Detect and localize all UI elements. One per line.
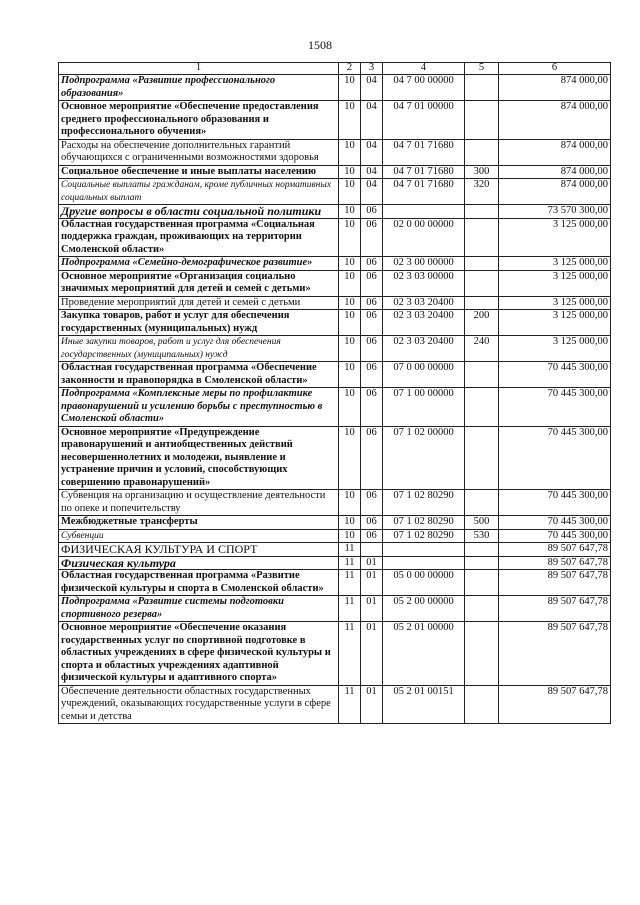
row-subsection-cell: 06 xyxy=(361,529,383,543)
row-target-article-cell: 04 7 01 71680 xyxy=(383,165,465,179)
row-target-article-cell: 02 3 03 20400 xyxy=(383,336,465,362)
row-expense-type-cell: 300 xyxy=(465,165,499,179)
table-row xyxy=(59,270,611,296)
row-section-cell: 10 xyxy=(339,516,361,530)
row-amount-cell: 3 125 000,00 xyxy=(499,270,611,296)
row-name-cell: Подпрограмма «Развитие системы подготовки спортивного резерва» xyxy=(59,596,339,622)
table-row xyxy=(59,490,611,516)
row-target-article-cell: 05 0 00 00000 xyxy=(383,570,465,596)
table-row xyxy=(59,257,611,271)
row-amount-cell: 70 445 300,00 xyxy=(499,362,611,388)
row-amount-cell: 3 125 000,00 xyxy=(499,296,611,310)
budget-table xyxy=(58,62,611,724)
row-amount-cell: 3 125 000,00 xyxy=(499,310,611,336)
row-name-cell: Расходы на обеспечение дополнительных гарантий обучающихся с ограниченными возможностями здоровья xyxy=(59,139,339,165)
row-amount-cell: 70 445 300,00 xyxy=(499,426,611,490)
page-number: 1508 xyxy=(308,38,332,52)
row-name-cell: Обеспечение деятельности областных государственных учреждений, оказывающих государственные услуги в сфере семьи и детства xyxy=(59,685,339,724)
row-amount-cell: 3 125 000,00 xyxy=(499,336,611,362)
table-row xyxy=(59,543,611,557)
row-expense-type-cell xyxy=(465,205,499,219)
row-name-cell: Иные закупки товаров, работ и услуг для обеспечения государственных (муниципальных) нужд xyxy=(59,336,339,362)
row-expense-type-cell xyxy=(465,622,499,686)
row-subsection-cell: 01 xyxy=(361,685,383,724)
row-expense-type-cell xyxy=(465,543,499,557)
row-expense-type-cell: 240 xyxy=(465,336,499,362)
row-amount-cell: 3 125 000,00 xyxy=(499,257,611,271)
row-section-cell: 11 xyxy=(339,543,361,557)
row-name-cell: Социальное обеспечение и иные выплаты населению xyxy=(59,165,339,179)
row-subsection-cell: 06 xyxy=(361,218,383,257)
row-section-cell: 10 xyxy=(339,101,361,140)
row-target-article-cell: 05 2 00 00000 xyxy=(383,596,465,622)
table-row xyxy=(59,570,611,596)
row-target-article-cell xyxy=(383,205,465,219)
row-subsection-cell: 06 xyxy=(361,388,383,427)
table-row xyxy=(59,75,611,101)
row-section-cell: 10 xyxy=(339,218,361,257)
row-subsection-cell: 01 xyxy=(361,596,383,622)
row-subsection-cell: 06 xyxy=(361,205,383,219)
row-target-article-cell: 04 7 01 71680 xyxy=(383,179,465,205)
row-section-cell: 11 xyxy=(339,685,361,724)
table-row xyxy=(59,556,611,570)
row-subsection-cell: 04 xyxy=(361,75,383,101)
row-amount-cell: 874 000,00 xyxy=(499,101,611,140)
row-name-cell: Субвенции xyxy=(59,529,339,543)
row-expense-type-cell xyxy=(465,426,499,490)
row-name-cell: Основное мероприятие «Обеспечение предоставления среднего профессионального образования и профессионального обучения» xyxy=(59,101,339,140)
header-cell-3: 3 xyxy=(361,63,383,75)
row-expense-type-cell xyxy=(465,257,499,271)
row-section-cell: 11 xyxy=(339,570,361,596)
header-cell-1: 1 xyxy=(59,63,339,75)
row-section-cell: 10 xyxy=(339,529,361,543)
row-section-cell: 11 xyxy=(339,596,361,622)
row-subsection-cell: 04 xyxy=(361,179,383,205)
row-name-cell: Подпрограмма «Семейно-демографическое развитие» xyxy=(59,257,339,271)
row-subsection-cell: 06 xyxy=(361,490,383,516)
row-subsection-cell: 06 xyxy=(361,336,383,362)
row-amount-cell: 874 000,00 xyxy=(499,139,611,165)
row-subsection-cell: 01 xyxy=(361,556,383,570)
row-target-article-cell: 05 2 01 00000 xyxy=(383,622,465,686)
row-name-cell: Закупка товаров, работ и услуг для обеспечения государственных (муниципальных) нужд xyxy=(59,310,339,336)
row-expense-type-cell: 500 xyxy=(465,516,499,530)
header-cell-4: 4 xyxy=(383,63,465,75)
table-row xyxy=(59,685,611,724)
table-row xyxy=(59,426,611,490)
row-section-cell: 10 xyxy=(339,179,361,205)
row-name-cell: Социальные выплаты гражданам, кроме публичных нормативных социальных выплат xyxy=(59,179,339,205)
row-name-cell: Субвенция на организацию и осуществление деятельности по опеке и попечительству xyxy=(59,490,339,516)
row-amount-cell: 89 507 647,78 xyxy=(499,556,611,570)
row-section-cell: 10 xyxy=(339,388,361,427)
row-section-cell: 10 xyxy=(339,336,361,362)
row-amount-cell: 70 445 300,00 xyxy=(499,516,611,530)
row-amount-cell: 70 445 300,00 xyxy=(499,529,611,543)
row-subsection-cell: 04 xyxy=(361,139,383,165)
row-expense-type-cell xyxy=(465,570,499,596)
row-expense-type-cell xyxy=(465,490,499,516)
row-expense-type-cell xyxy=(465,139,499,165)
row-section-cell: 10 xyxy=(339,165,361,179)
row-amount-cell: 89 507 647,78 xyxy=(499,596,611,622)
row-name-cell: Основное мероприятие «Организация социально значимых мероприятий для детей и семей с детьми» xyxy=(59,270,339,296)
row-target-article-cell: 02 0 00 00000 xyxy=(383,218,465,257)
table-row xyxy=(59,218,611,257)
row-subsection-cell: 06 xyxy=(361,426,383,490)
row-name-cell: Физическая культура xyxy=(59,556,339,570)
header-row xyxy=(59,63,611,75)
row-expense-type-cell xyxy=(465,270,499,296)
row-amount-cell: 73 570 300,00 xyxy=(499,205,611,219)
row-subsection-cell: 06 xyxy=(361,516,383,530)
row-section-cell: 11 xyxy=(339,622,361,686)
row-subsection-cell: 06 xyxy=(361,362,383,388)
row-expense-type-cell xyxy=(465,296,499,310)
row-amount-cell: 874 000,00 xyxy=(499,165,611,179)
row-name-cell: Другие вопросы в области социальной политики xyxy=(59,205,339,219)
row-subsection-cell: 01 xyxy=(361,622,383,686)
row-target-article-cell: 04 7 00 00000 xyxy=(383,75,465,101)
row-expense-type-cell: 200 xyxy=(465,310,499,336)
header-cell-5: 5 xyxy=(465,63,499,75)
row-amount-cell: 89 507 647,78 xyxy=(499,570,611,596)
row-section-cell: 10 xyxy=(339,257,361,271)
table-row xyxy=(59,596,611,622)
row-section-cell: 10 xyxy=(339,296,361,310)
row-expense-type-cell: 320 xyxy=(465,179,499,205)
row-subsection-cell: 04 xyxy=(361,165,383,179)
row-amount-cell: 3 125 000,00 xyxy=(499,218,611,257)
row-amount-cell: 89 507 647,78 xyxy=(499,685,611,724)
row-expense-type-cell xyxy=(465,362,499,388)
row-amount-cell: 70 445 300,00 xyxy=(499,388,611,427)
row-section-cell: 10 xyxy=(339,75,361,101)
table-row xyxy=(59,516,611,530)
row-subsection-cell: 04 xyxy=(361,101,383,140)
row-target-article-cell: 07 1 02 80290 xyxy=(383,490,465,516)
row-subsection-cell: 06 xyxy=(361,257,383,271)
table-row xyxy=(59,101,611,140)
table-row xyxy=(59,310,611,336)
row-section-cell: 10 xyxy=(339,205,361,219)
table-row xyxy=(59,388,611,427)
row-section-cell: 10 xyxy=(339,362,361,388)
row-target-article-cell: 07 1 00 00000 xyxy=(383,388,465,427)
row-target-article-cell: 02 3 03 20400 xyxy=(383,310,465,336)
row-target-article-cell: 02 3 00 00000 xyxy=(383,257,465,271)
row-subsection-cell: 06 xyxy=(361,310,383,336)
row-section-cell: 10 xyxy=(339,139,361,165)
table-row xyxy=(59,139,611,165)
row-target-article-cell: 02 3 03 00000 xyxy=(383,270,465,296)
row-name-cell: Подпрограмма «Комплексные меры по профилактике правонарушений и усилению борьбы с преступностью в Смоленской области» xyxy=(59,388,339,427)
row-name-cell: Областная государственная программа «Обеспечение законности и правопорядка в Смоленской области» xyxy=(59,362,339,388)
row-expense-type-cell xyxy=(465,218,499,257)
table-row xyxy=(59,362,611,388)
row-target-article-cell: 07 1 02 00000 xyxy=(383,426,465,490)
row-target-article-cell: 07 1 02 80290 xyxy=(383,516,465,530)
row-name-cell: Областная государственная программа «Развитие физической культуры и спорта в Смоленской области» xyxy=(59,570,339,596)
row-amount-cell: 70 445 300,00 xyxy=(499,490,611,516)
row-name-cell: Основное мероприятие «Обеспечение оказания государственных услуг по спортивной подготовке в областных учреждениях в сфере физической культуры и спорта и областных учреждениях адаптивной физической культуры и адаптивного спорта» xyxy=(59,622,339,686)
row-section-cell: 10 xyxy=(339,490,361,516)
row-name-cell: Областная государственная программа «Социальная поддержка граждан, проживающих на территории Смоленской области» xyxy=(59,218,339,257)
row-subsection-cell: 06 xyxy=(361,270,383,296)
row-expense-type-cell xyxy=(465,75,499,101)
row-target-article-cell: 05 2 01 00151 xyxy=(383,685,465,724)
row-name-cell: Подпрограмма «Развитие профессионального образования» xyxy=(59,75,339,101)
row-expense-type-cell xyxy=(465,388,499,427)
row-target-article-cell: 07 0 00 00000 xyxy=(383,362,465,388)
row-expense-type-cell xyxy=(465,101,499,140)
row-section-cell: 11 xyxy=(339,556,361,570)
row-expense-type-cell xyxy=(465,596,499,622)
row-amount-cell: 874 000,00 xyxy=(499,75,611,101)
row-subsection-cell xyxy=(361,543,383,557)
row-expense-type-cell: 530 xyxy=(465,529,499,543)
row-target-article-cell xyxy=(383,543,465,557)
table-row xyxy=(59,622,611,686)
row-section-cell: 10 xyxy=(339,270,361,296)
table-row xyxy=(59,336,611,362)
row-target-article-cell: 07 1 02 80290 xyxy=(383,529,465,543)
row-subsection-cell: 01 xyxy=(361,570,383,596)
table-row xyxy=(59,205,611,219)
table-row xyxy=(59,165,611,179)
row-amount-cell: 89 507 647,78 xyxy=(499,622,611,686)
row-target-article-cell: 04 7 01 00000 xyxy=(383,101,465,140)
row-section-cell: 10 xyxy=(339,426,361,490)
table-row xyxy=(59,179,611,205)
row-amount-cell: 89 507 647,78 xyxy=(499,543,611,557)
row-name-cell: ФИЗИЧЕСКАЯ КУЛЬТУРА И СПОРТ xyxy=(59,543,339,557)
row-name-cell: Межбюджетные трансферты xyxy=(59,516,339,530)
table-row xyxy=(59,529,611,543)
row-subsection-cell: 06 xyxy=(361,296,383,310)
row-target-article-cell xyxy=(383,556,465,570)
header-cell-6: 6 xyxy=(499,63,611,75)
table-row xyxy=(59,296,611,310)
row-expense-type-cell xyxy=(465,685,499,724)
row-section-cell: 10 xyxy=(339,310,361,336)
row-target-article-cell: 04 7 01 71680 xyxy=(383,139,465,165)
row-name-cell: Основное мероприятие «Предупреждение правонарушений и антиобщественных действий несовершеннолетних и молодежи, выявление и устранение причин и условий, способствующих совершению правонарушений» xyxy=(59,426,339,490)
row-amount-cell: 874 000,00 xyxy=(499,179,611,205)
row-expense-type-cell xyxy=(465,556,499,570)
row-name-cell: Проведение мероприятий для детей и семей с детьми xyxy=(59,296,339,310)
row-target-article-cell: 02 3 03 20400 xyxy=(383,296,465,310)
header-cell-2: 2 xyxy=(339,63,361,75)
